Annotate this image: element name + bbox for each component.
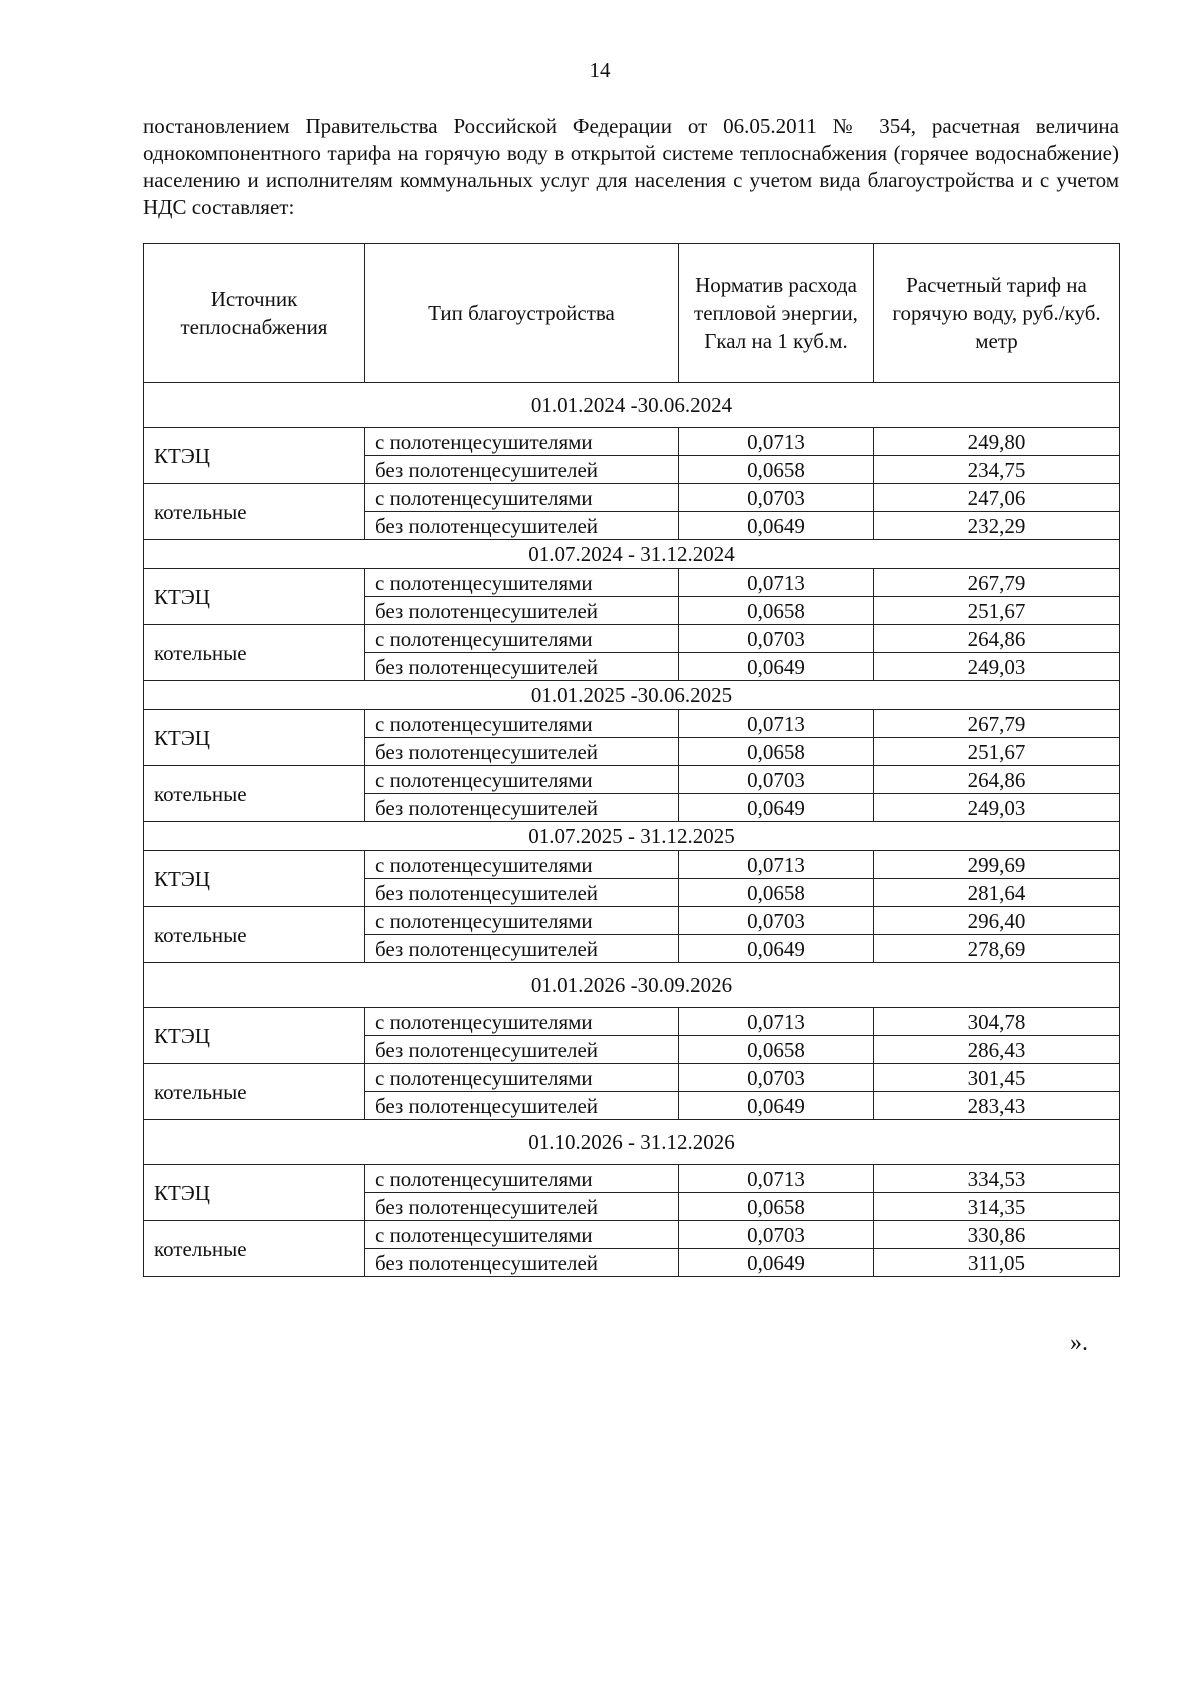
type-cell: с полотенцесушителями <box>365 428 679 456</box>
tariff-cell: 334,53 <box>874 1165 1120 1193</box>
tariff-cell: 247,06 <box>874 484 1120 512</box>
table-row <box>144 851 1120 879</box>
norm-cell: 0,0658 <box>679 1036 874 1064</box>
norm-cell: 0,0649 <box>679 512 874 540</box>
tariff-cell: 286,43 <box>874 1036 1120 1064</box>
norm-cell: 0,0713 <box>679 1008 874 1036</box>
tariff-cell: 281,64 <box>874 879 1120 907</box>
norm-cell: 0,0658 <box>679 597 874 625</box>
tariff-cell: 232,29 <box>874 512 1120 540</box>
source-cell: КТЭЦ <box>144 1008 365 1064</box>
tariff-cell: 251,67 <box>874 597 1120 625</box>
source-cell: КТЭЦ <box>144 851 365 907</box>
tariff-cell: 267,79 <box>874 710 1120 738</box>
table-row <box>144 1165 1120 1193</box>
page-number: 14 <box>589 58 611 82</box>
norm-cell: 0,0658 <box>679 1193 874 1221</box>
period-label: 01.01.2024 -30.06.2024 <box>144 383 1120 428</box>
norm-cell: 0,0658 <box>679 456 874 484</box>
period-label: 01.07.2025 - 31.12.2025 <box>144 822 1120 851</box>
source-cell: котельные <box>144 1221 365 1277</box>
norm-cell: 0,0649 <box>679 935 874 963</box>
source-cell: КТЭЦ <box>144 1165 365 1221</box>
period-row <box>144 681 1120 710</box>
type-cell: без полотенцесушителей <box>365 1092 679 1120</box>
header-type: Тип благоустройства <box>365 244 679 383</box>
tariff-cell: 330,86 <box>874 1221 1120 1249</box>
intro-paragraph: постановлением Правительства Российской Федерации от 06.05.2011 № 354, расчетная величина однокомпонентного тарифа на горячую воду в открытой системе теплоснабжения (горячее водоснабжение) населению и исполнителям коммунальных услуг для населения с учетом вида благоустройства и с учетом НДС составляет: <box>143 114 1119 219</box>
type-cell: без полотенцесушителей <box>365 1193 679 1221</box>
header-tariff: Расчетный тариф на горячую воду, руб./куб. метр <box>874 244 1120 383</box>
period-label: 01.07.2024 - 31.12.2024 <box>144 540 1120 569</box>
norm-cell: 0,0703 <box>679 907 874 935</box>
type-cell: с полотенцесушителями <box>365 766 679 794</box>
tariff-cell: 249,80 <box>874 428 1120 456</box>
tariff-cell: 249,03 <box>874 794 1120 822</box>
norm-cell: 0,0713 <box>679 851 874 879</box>
tariff-cell: 267,79 <box>874 569 1120 597</box>
period-label: 01.10.2026 - 31.12.2026 <box>144 1120 1120 1165</box>
type-cell: с полотенцесушителями <box>365 484 679 512</box>
type-cell: без полотенцесушителей <box>365 512 679 540</box>
table-row <box>144 569 1120 597</box>
norm-cell: 0,0703 <box>679 484 874 512</box>
tariff-cell: 301,45 <box>874 1064 1120 1092</box>
type-cell: с полотенцесушителями <box>365 1064 679 1092</box>
tariff-cell: 264,86 <box>874 625 1120 653</box>
norm-cell: 0,0713 <box>679 1165 874 1193</box>
type-cell: без полотенцесушителей <box>365 879 679 907</box>
period-row <box>144 540 1120 569</box>
type-cell: с полотенцесушителями <box>365 569 679 597</box>
source-cell: КТЭЦ <box>144 569 365 625</box>
table-header-row <box>144 244 1120 383</box>
norm-cell: 0,0658 <box>679 879 874 907</box>
type-cell: без полотенцесушителей <box>365 935 679 963</box>
tariff-cell: 278,69 <box>874 935 1120 963</box>
norm-cell: 0,0649 <box>679 653 874 681</box>
type-cell: с полотенцесушителями <box>365 851 679 879</box>
table-row <box>144 484 1120 512</box>
source-cell: котельные <box>144 766 365 822</box>
type-cell: с полотенцесушителями <box>365 710 679 738</box>
tariff-cell: 264,86 <box>874 766 1120 794</box>
norm-cell: 0,0713 <box>679 569 874 597</box>
type-cell: без полотенцесушителей <box>365 597 679 625</box>
table-row <box>144 710 1120 738</box>
norm-cell: 0,0649 <box>679 1249 874 1277</box>
type-cell: с полотенцесушителями <box>365 1165 679 1193</box>
norm-cell: 0,0703 <box>679 1064 874 1092</box>
type-cell: без полотенцесушителей <box>365 738 679 766</box>
norm-cell: 0,0703 <box>679 625 874 653</box>
type-cell: без полотенцесушителей <box>365 456 679 484</box>
table-row <box>144 625 1120 653</box>
table-row <box>144 428 1120 456</box>
source-cell: котельные <box>144 907 365 963</box>
tariff-cell: 299,69 <box>874 851 1120 879</box>
type-cell: с полотенцесушителями <box>365 625 679 653</box>
tariff-cell: 234,75 <box>874 456 1120 484</box>
tariff-cell: 304,78 <box>874 1008 1120 1036</box>
source-cell: КТЭЦ <box>144 428 365 484</box>
type-cell: без полотенцесушителей <box>365 794 679 822</box>
norm-cell: 0,0649 <box>679 1092 874 1120</box>
tariff-cell: 296,40 <box>874 907 1120 935</box>
table-row <box>144 766 1120 794</box>
source-cell: КТЭЦ <box>144 710 365 766</box>
table-body <box>144 383 1120 1277</box>
source-cell: котельные <box>144 1064 365 1120</box>
table-row <box>144 907 1120 935</box>
table-row <box>144 1221 1120 1249</box>
table-row <box>144 1008 1120 1036</box>
type-cell: без полотенцесушителей <box>365 1036 679 1064</box>
tariff-cell: 311,05 <box>874 1249 1120 1277</box>
type-cell: с полотенцесушителями <box>365 1221 679 1249</box>
tariff-cell: 251,67 <box>874 738 1120 766</box>
period-row <box>144 383 1120 428</box>
source-cell: котельные <box>144 484 365 540</box>
header-norm: Норматив расхода тепловой энергии, Гкал на 1 куб.м. <box>679 244 874 383</box>
type-cell: с полотенцесушителями <box>365 907 679 935</box>
norm-cell: 0,0703 <box>679 766 874 794</box>
tariff-cell: 283,43 <box>874 1092 1120 1120</box>
period-label: 01.01.2026 -30.09.2026 <box>144 963 1120 1008</box>
source-cell: котельные <box>144 625 365 681</box>
tariff-table <box>143 243 1120 1277</box>
header-source: Источник теплоснабжения <box>144 244 365 383</box>
tariff-cell: 314,35 <box>874 1193 1120 1221</box>
type-cell: с полотенцесушителями <box>365 1008 679 1036</box>
type-cell: без полотенцесушителей <box>365 653 679 681</box>
period-label: 01.01.2025 -30.06.2025 <box>144 681 1120 710</box>
table-row <box>144 1064 1120 1092</box>
norm-cell: 0,0658 <box>679 738 874 766</box>
type-cell: без полотенцесушителей <box>365 1249 679 1277</box>
tariff-cell: 249,03 <box>874 653 1120 681</box>
period-row <box>144 822 1120 851</box>
closing-quote: ». <box>1070 1330 1088 1356</box>
norm-cell: 0,0713 <box>679 710 874 738</box>
norm-cell: 0,0649 <box>679 794 874 822</box>
norm-cell: 0,0713 <box>679 428 874 456</box>
norm-cell: 0,0703 <box>679 1221 874 1249</box>
period-row <box>144 1120 1120 1165</box>
period-row <box>144 963 1120 1008</box>
